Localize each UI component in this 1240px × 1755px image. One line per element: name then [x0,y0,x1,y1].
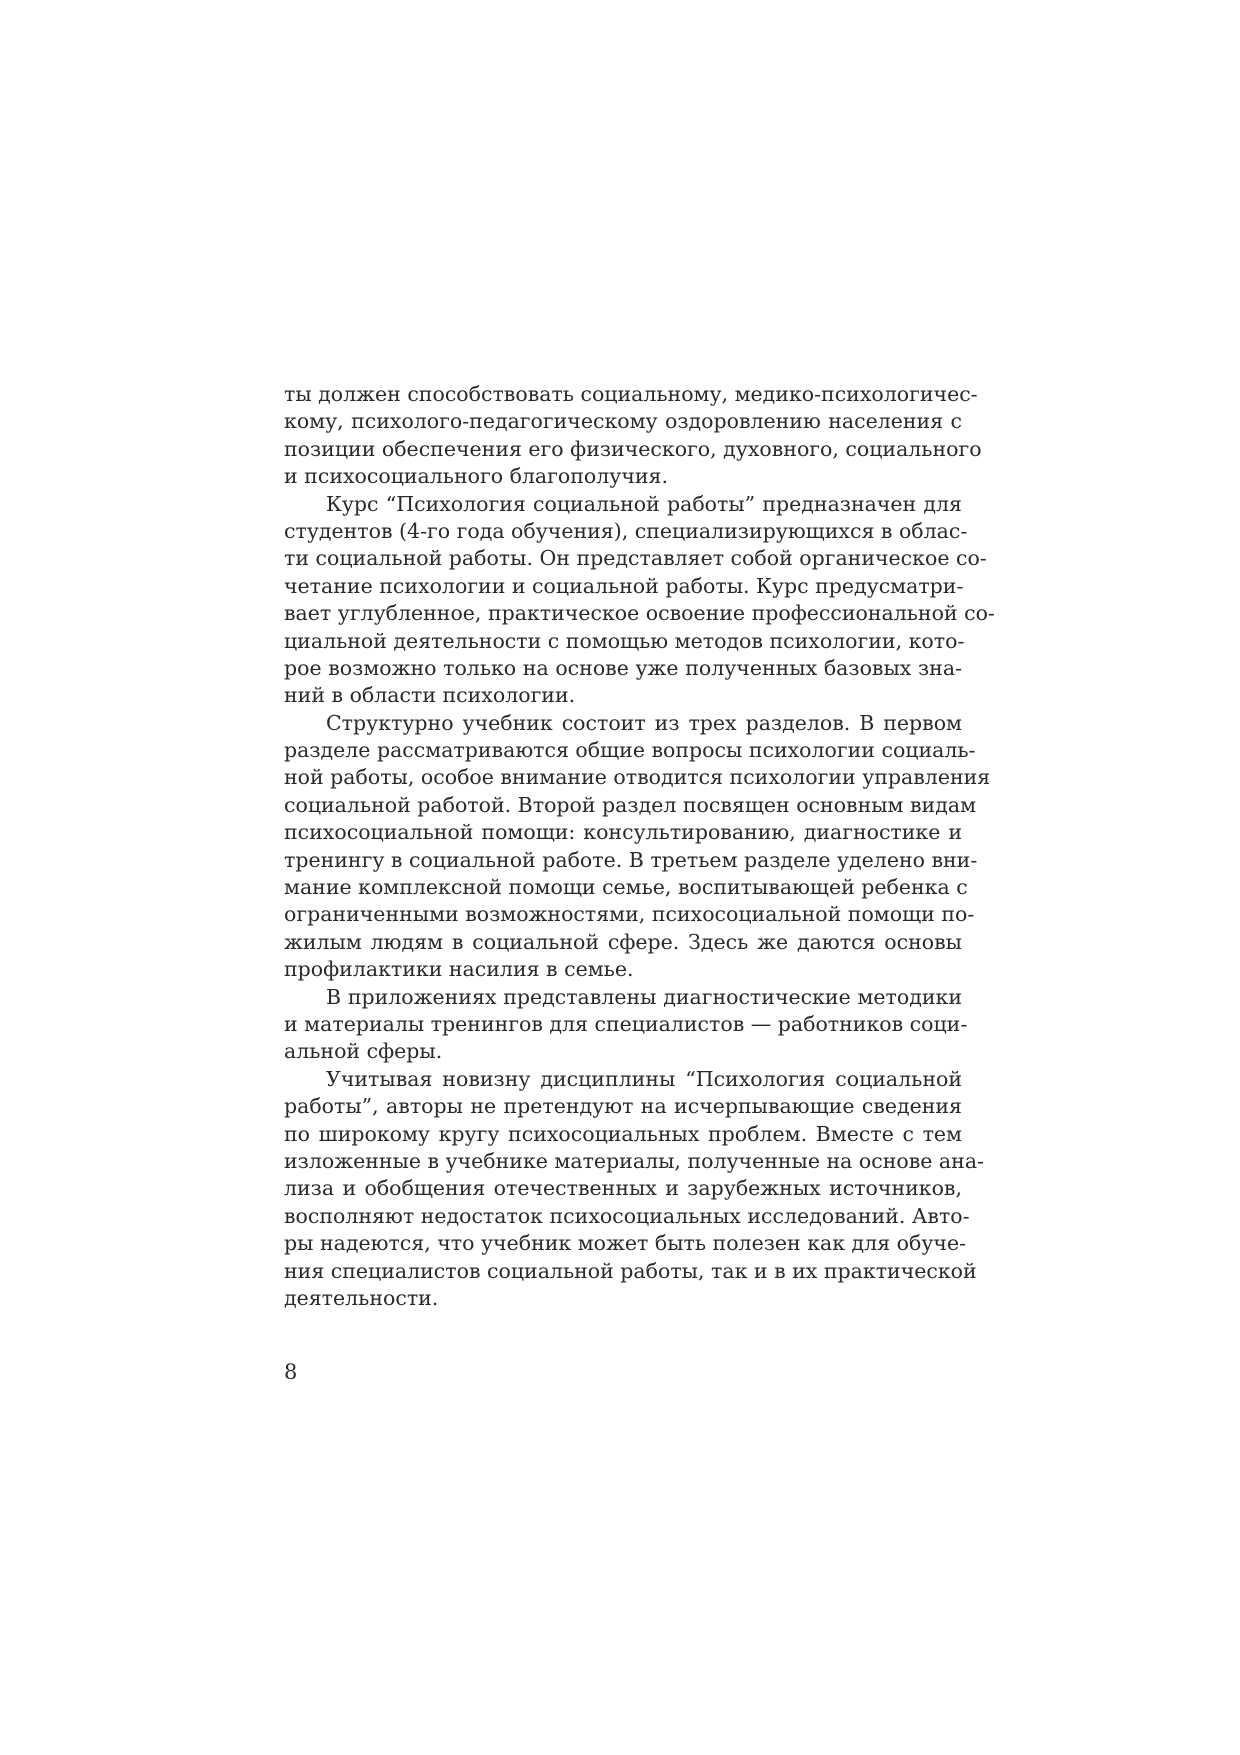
text-line: ограниченными возможностями, психосоциальной помощи по- [284,902,975,927]
text-line: кому, психолого-педагогическому оздоровлению населения с [284,409,962,434]
text-line: вает углубленное, практическое освоение профессиональной со- [284,601,995,626]
text-line: альной сферы. [284,1039,443,1064]
text-line: В приложениях представлены диагностические методики [326,984,962,1009]
text-line: и психосоциального благополучия. [284,464,668,489]
text-line: и материалы тренингов для специалистов — работников соци- [284,1011,968,1036]
text-line: работы”, авторы не претендуют на исчерпывающие сведения [284,1094,962,1119]
page-number: 8 [284,1360,298,1384]
text-line: ний в области психологии. [284,683,576,708]
text-line: изложенные в учебнике материалы, полученные на основе ана- [284,1148,984,1173]
text-line: по широкому кругу психосоциальных проблем. Вместе с тем [284,1121,962,1146]
text-line: восполняют недостаток психосоциальных исследований. Авто- [284,1203,970,1228]
body-text [284,381,995,1312]
text-line: профилактики насилия в семье. [284,957,634,982]
paragraph [284,491,995,710]
text-line: социальной работой. Второй раздел посвящен основным видам [284,792,977,817]
text-line: ной работы, особое внимание отводится психологии управления [284,765,991,790]
text-line: рое возможно только на основе уже полученных базовых зна- [284,655,962,680]
text-line: ры надеются, что учебник может быть полезен как для обуче- [284,1231,967,1256]
text-line: четание психологии и социальной работы. Курс предусматри- [284,573,964,598]
paragraph [284,1066,984,1313]
paragraph [284,984,968,1066]
text-line: ния специалистов социальной работы, так и в их практической [284,1258,977,1283]
text-line: студентов (4-го года обучения), специализирующихся в облас- [284,518,968,543]
paragraph [284,710,991,984]
text-line: жилым людям в социальной сфере. Здесь же даются основы [284,929,962,954]
text-line: Учитывая новизну дисциплины “Психология социальной [326,1066,962,1091]
text-line: тренингу в социальной работе. В третьем разделе уделено вни- [284,847,978,872]
text-line: лиза и обобщения отечественных и зарубежных источников, [284,1176,962,1201]
text-line: ты должен способствовать социальному, медико-психологичес- [284,382,978,406]
text-line: психосоциальной помощи: консультированию, диагностике и [284,820,962,845]
paragraph [284,381,982,491]
text-line: Структурно учебник состоит из трех разделов. В первом [326,710,962,735]
text-line: циальной деятельности с помощью методов психологии, кото- [284,628,965,653]
text-line: мание комплексной помощи семье, воспитывающей ребенка с [284,875,968,900]
text-line: позиции обеспечения его физического, духовного, социального [284,436,982,461]
text-line: разделе рассматриваются общие вопросы психологии социаль- [284,738,976,763]
text-line: деятельности. [284,1285,439,1310]
text-line: ти социальной работы. Он представляет собой органическое со- [284,546,987,571]
text-line: Курс “Психология социальной работы” предназначен для [326,491,962,516]
